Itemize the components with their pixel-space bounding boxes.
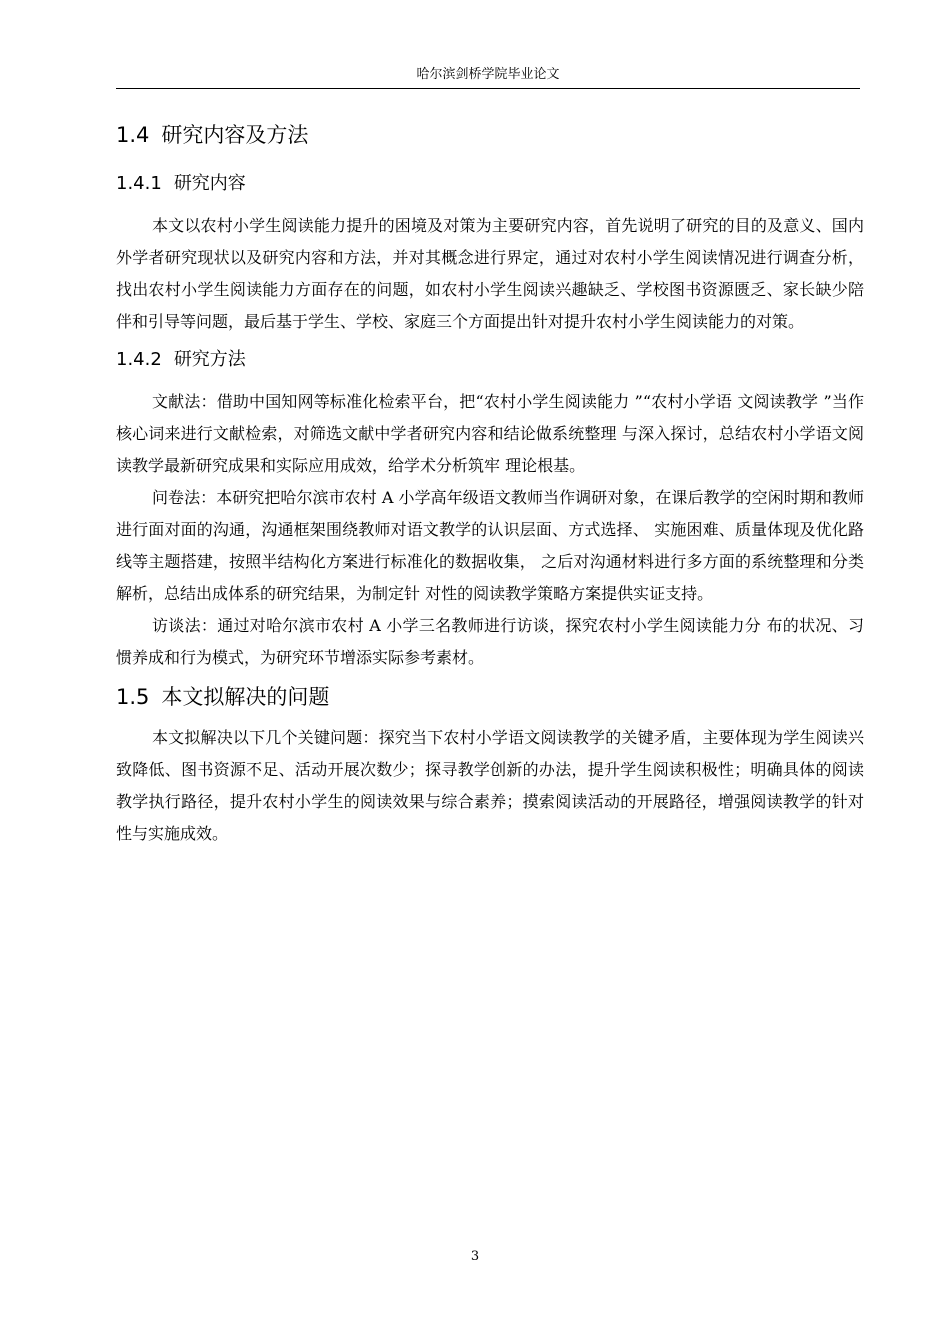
section-title: 研究内容及方法 (161, 123, 309, 147)
subsection-title: 研究方法 (173, 349, 246, 370)
subsection-heading-1-4-2 (116, 346, 864, 374)
subsection-title: 研究内容 (173, 173, 246, 194)
subsection-number: 1.4.2 (116, 349, 162, 370)
paragraph-literature-method: 文献法：借助中国知网等标准化检索平台，把“农村小学生阅读能力 ”“农村小学语 文阅读教学 ”当作核心词来进行文献检索，对筛选文献中学者研究内容和结论做系统整理 与深入探讨，总结农村小学语文阅读教学最新研究成果和实际应用成效，给学术分析筑牢 理论根基。 (116, 392, 864, 475)
section-title: 本文拟解决的问题 (161, 685, 330, 709)
document-body (116, 120, 864, 850)
page-header-title: 哈尔滨剑桥学院毕业论文 (416, 67, 560, 82)
paragraph-interview-method: 访谈法：通过对哈尔滨市农村 A 小学三名教师进行访谈，探究农村小学生阅读能力分 布的状况、习惯养成和行为模式，为研究环节增添实际参考素材。 (116, 616, 864, 667)
page-number: 3 (470, 1249, 480, 1264)
subsection-heading-1-4-1 (116, 170, 864, 198)
section-heading-1-5 (116, 682, 864, 712)
section-number: 1.5 (116, 685, 150, 709)
section-heading-1-4 (116, 120, 864, 150)
subsection-number: 1.4.1 (116, 173, 162, 194)
paragraph-problems-to-solve: 本文拟解决以下几个关键问题：探究当下农村小学语文阅读教学的关键矛盾，主要体现为学生阅读兴致降低、图书资源不足、活动开展次数少；探寻教学创新的办法，提升学生阅读积极性；明确具体的阅读教学执行路径，提升农村小学生的阅读效果与综合素养；摸索阅读活动的开展路径，增强阅读教学的针对性与实施成效。 (116, 728, 864, 843)
header-divider (116, 88, 860, 89)
paragraph-research-content: 本文以农村小学生阅读能力提升的困境及对策为主要研究内容，首先说明了研究的目的及意义、国内外学者研究现状以及研究内容和方法，并对其概念进行界定，通过对农村小学生阅读情况进行调查分析，找出农村小学生阅读能力方面存在的问题，如农村小学生阅读兴趣缺乏、学校图书资源匮乏、家长缺少陪伴和引导等问题，最后基于学生、学校、家庭三个方面提出针对提升农村小学生阅读能力的对策。 (116, 216, 864, 331)
paragraph-questionnaire-method: 问卷法：本研究把哈尔滨市农村 A 小学高年级语文教师当作调研对象，在课后教学的空闲时期和教师进行面对面的沟通，沟通框架围绕教师对语文教学的认识层面、方式选择、 实施困难、质量体现及优化路线等主题搭建，按照半结构化方案进行标准化的数据收集， 之后对沟通材料进行多方面的系统整理和分类解析，总结出成体系的研究结果，为制定针 对性的阅读教学策略方案提供实证支持。 (116, 488, 864, 603)
section-number: 1.4 (116, 123, 150, 147)
